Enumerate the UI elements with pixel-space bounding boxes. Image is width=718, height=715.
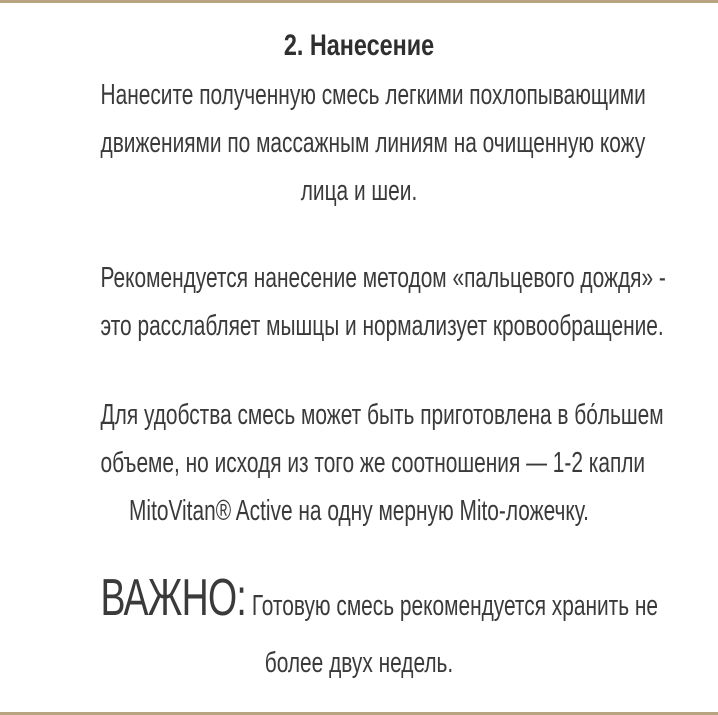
top-divider (0, 0, 718, 3)
important-note (100, 569, 659, 687)
paragraph-line: Для удобства смесь может быть приготовлена в бо́льшем (100, 399, 664, 431)
paragraph-line: это расслабляет мышцы и нормализует кровообращение. (100, 310, 664, 342)
important-label: ВАЖНО: (100, 569, 247, 627)
paragraph-application (100, 71, 646, 215)
paragraph-line: движениями по массажным линиям на очищенную кожу (100, 127, 646, 159)
section-heading: 2. Нанесение (283, 29, 435, 62)
paragraph-line: Рекомендуется нанесение методом «пальцевого дождя» - (100, 262, 666, 294)
paragraph-line: лица и шеи. (300, 175, 418, 207)
paragraph-recommendation (100, 254, 666, 350)
paragraph-convenience (100, 391, 664, 535)
paragraph-line: MitoVitan® Active на одну мерную Mito-ложечку. (129, 495, 589, 527)
important-text: Готовую смесь рекомендуется хранить не (246, 590, 659, 622)
paragraph-line: Нанесите полученную смесь легкими похлопывающими (100, 79, 646, 111)
paragraph-line: объеме, но исходя из того же соотношения — 1-2 капли (100, 447, 646, 479)
important-text-continued: более двух недель. (264, 647, 454, 679)
